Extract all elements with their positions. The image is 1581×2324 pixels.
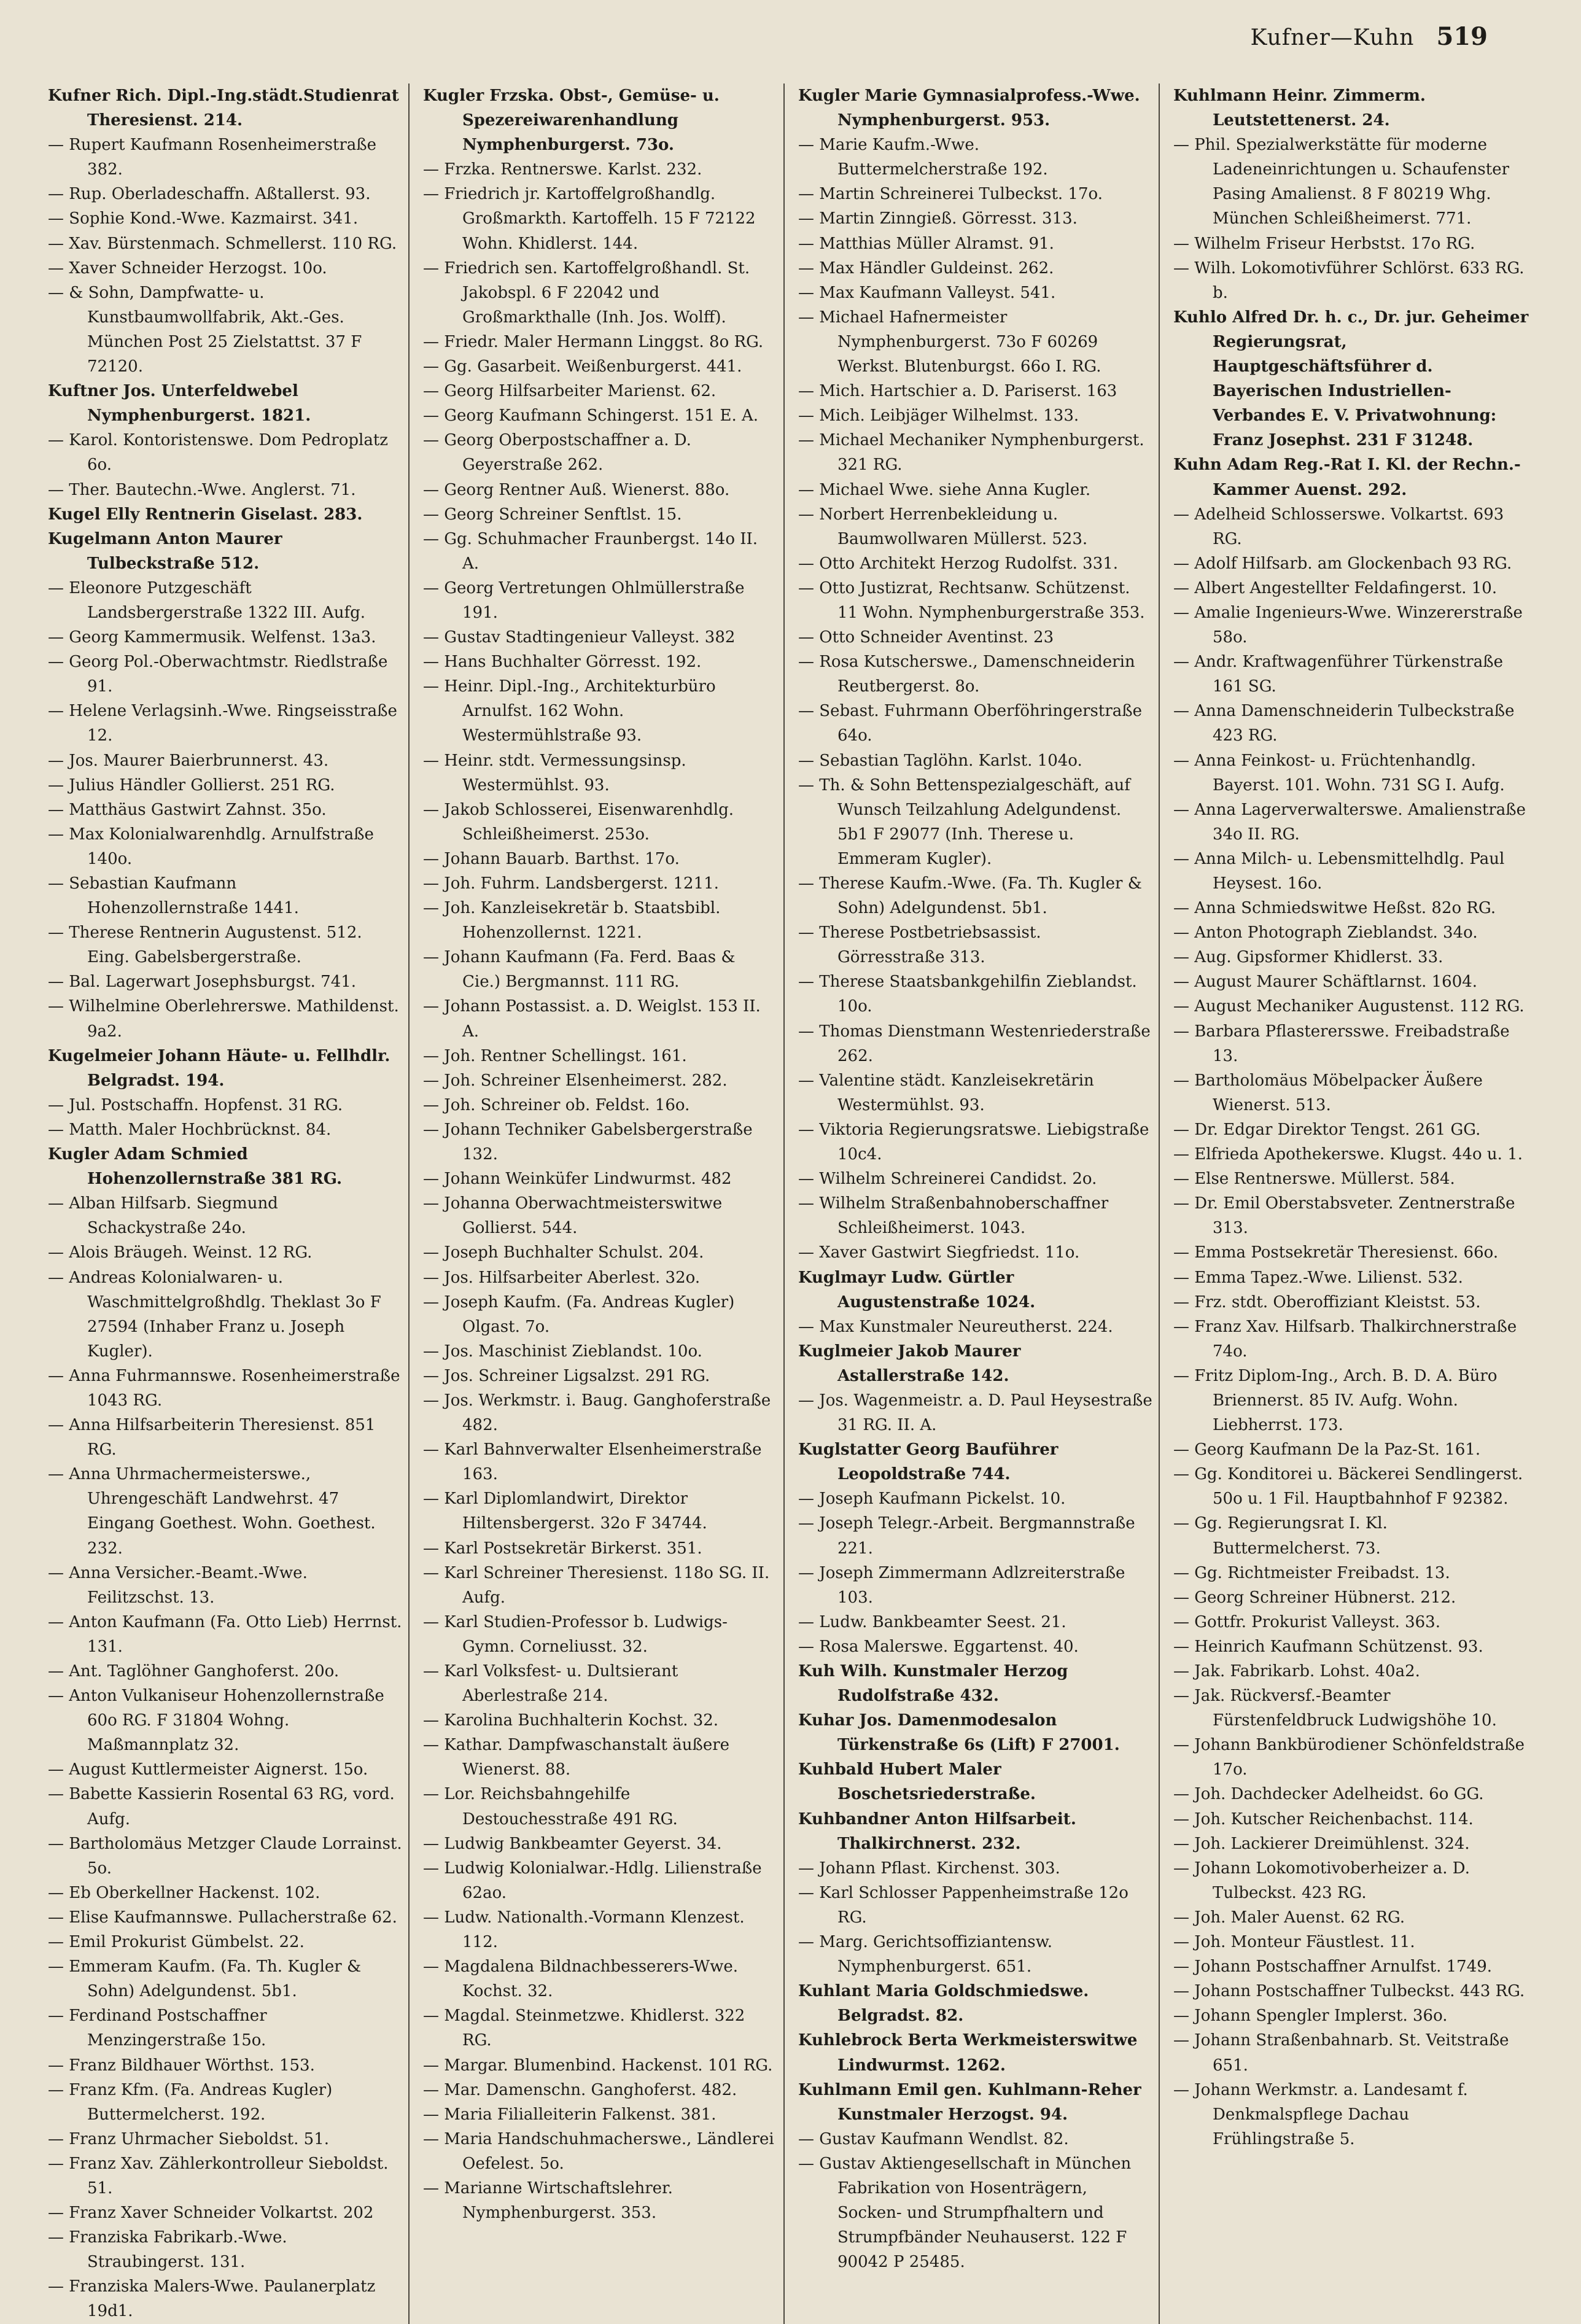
directory-entry: — Emma Postsekretär Theresienst. 66o.	[1173, 1243, 1499, 1262]
directory-entry: — Gottfr. Prokurist Valleyst. 363.	[1173, 1612, 1440, 1631]
directory-entry: — Rup. Oberladeschaffn. Aßtallerst. 93.	[48, 185, 371, 204]
column-4	[1168, 84, 1535, 2324]
directory-entry: — Jos. Wagenmeistr. a. D. Paul Heysestraße 31 RG. II. A.	[798, 1391, 1152, 1435]
directory-entry: — Therese Rentnerin Augustenst. 512. Eing. Gabelsbergerstraße.	[48, 923, 362, 967]
directory-entry: — Mich. Hartschier a. D. Pariserst. 163	[798, 382, 1117, 401]
directory-entry: — Viktoria Regierungsratswe. Liebigstraße 10c4.	[798, 1120, 1149, 1164]
directory-entry: — Emma Tapez.-Wwe. Lilienst. 532.	[1173, 1268, 1463, 1287]
directory-entry: Kuhlmann Heinr. Zimmerm. Leutstettenerst. 24.	[1173, 87, 1426, 130]
directory-entry: — Anna Uhrmachermeisterswe., Uhrengeschäft Landwehrst. 47 Eingang Goethest. Wohn. Goethest. 232.	[48, 1465, 376, 1558]
directory-entry: Kuglmayr Ludw. Gürtler Augustenstraße 1024.	[798, 1268, 1036, 1312]
directory-entry: — Joh. Schreiner ob. Feldst. 16o.	[423, 1095, 690, 1114]
directory-entry: — Franziska Malers-Wwe. Paulanerplatz 19d1.	[48, 2277, 376, 2321]
directory-entry: — Gustav Stadtingenieur Valleyst. 382	[423, 628, 736, 647]
directory-entry: — Johann Pflast. Kirchenst. 303.	[798, 1859, 1060, 1878]
page-header	[1251, 22, 1488, 59]
directory-entry: — Joseph Buchhalter Schulst. 204.	[423, 1243, 704, 1262]
directory-entry: — Dr. Emil Oberstabsveter. Zentnerstraße 313.	[1173, 1194, 1515, 1238]
directory-entry: — Amalie Ingenieurs-Wwe. Winzererstraße 58o.	[1173, 603, 1523, 647]
directory-entry: — Johann Werkmstr. a. Landesamt f. Denkmalspflege Dachau Frühlingstraße 5.	[1173, 2080, 1468, 2148]
directory-entry: — Phil. Spezialwerkstätte für moderne Ladeneinrichtungen u. Schaufenster Pasing Amalienst. 8 F 80219 Whg. München Schleißheimerst. 771.	[1173, 136, 1510, 228]
directory-entry: Kuhlebrock Berta Werkmeisterswitwe Lindwurmst. 1262.	[798, 2031, 1138, 2075]
directory-entry: — Otto Justizrat, Rechtsanw. Schützenst. 11 Wohn. Nymphenburgerstraße 353.	[798, 578, 1145, 622]
directory-entry: Kugelmann Anton Maurer Tulbeckstraße 512.	[48, 529, 282, 573]
directory-entry: — Joseph Kaufmann Pickelst. 10.	[798, 1490, 1066, 1509]
directory-entry: — Heinr. Dipl.-Ing., Architekturbüro Arnulfst. 162 Wohn. Westermühlstraße 93.	[423, 677, 716, 745]
directory-entry: — Maria Filialleiterin Falkenst. 381.	[423, 2105, 717, 2124]
directory-entry: — Bartholomäus Möbelpacker Äußere Wienerst. 513.	[1173, 1071, 1483, 1114]
directory-entry: — Mich. Leibjäger Wilhelmst. 133.	[798, 406, 1079, 426]
directory-entry: — Wilh. Lokomotivführer Schlörst. 633 RG. b.	[1173, 258, 1525, 302]
directory-entry: — Karl Schlosser Pappenheimstraße 12o RG.	[798, 1883, 1128, 1927]
directory-entry: — Eleonore Putzgeschäft Landsbergerstraße 1322 III. Aufg.	[48, 578, 365, 622]
directory-entry: — Joh. Rentner Schellingst. 161.	[423, 1046, 687, 1065]
directory-entry: — Jul. Postschaffn. Hopfenst. 31 RG.	[48, 1095, 343, 1114]
directory-entry: — Johann Postschaffner Arnulfst. 1749.	[1173, 1957, 1493, 1976]
directory-entry: — Gg. Gasarbeit. Weißenburgerst. 441.	[423, 357, 742, 376]
directory-entry: Kugler Marie Gymnasialprofess.-Wwe. Nymphenburgerst. 953.	[798, 87, 1140, 130]
directory-entry: — Joh. Kanzleisekretär b. Staatsbibl. Hohenzollernst. 1221.	[423, 899, 721, 942]
directory-entry: — Johann Weinküfer Lindwurmst. 482	[423, 1170, 732, 1189]
directory-entry: — Anton Photograph Zieblandst. 34o.	[1173, 923, 1478, 942]
directory-entry: — Anna Damenschneiderin Tulbeckstraße 423 RG.	[1173, 702, 1515, 745]
directory-entry: — Matthias Müller Alramst. 91.	[798, 234, 1054, 253]
directory-entry: — Matth. Maler Hochbrücknst. 84.	[48, 1120, 332, 1139]
directory-entry: — Alban Hilfsarb. Siegmund Schackystraße 24o.	[48, 1194, 278, 1238]
directory-entry: — Rupert Kaufmann Rosenheimerstraße 382.	[48, 136, 377, 179]
directory-entry: — Georg Hilfsarbeiter Marienst. 62.	[423, 382, 717, 401]
directory-entry: — Aug. Gipsformer Khidlerst. 33.	[1173, 948, 1443, 967]
directory-entry: — Jos. Hilfsarbeiter Aberlest. 32o.	[423, 1268, 701, 1287]
directory-entry: — Norbert Herrenbekleidung u. Baumwollwaren Müllerst. 523.	[798, 505, 1088, 548]
directory-entry: — Anna Milch- u. Lebensmittelhdlg. Paul Heysest. 16o.	[1173, 849, 1505, 893]
directory-entry: — Joseph Zimmermann Adlzreiterstraße 103.	[798, 1563, 1125, 1607]
directory-entry: — Anna Schmiedswitwe Heßst. 82o RG.	[1173, 899, 1496, 918]
directory-entry: — Johann Postassist. a. D. Weiglst. 153 II. A.	[423, 997, 761, 1041]
directory-entry: — Max Kolonialwarenhdlg. Arnulfstraße 140o.	[48, 825, 374, 868]
directory-entry: — Bartholomäus Metzger Claude Lorrainst. 5o.	[48, 1834, 402, 1878]
directory-entry: — Martin Schreinerei Tulbeckst. 17o.	[798, 185, 1103, 204]
directory-entry: — Xaver Schneider Herzogst. 10o.	[48, 258, 327, 278]
running-head: Kufner—Kuhn	[1250, 25, 1415, 50]
directory-entry: — Sebastian Kaufmann Hohenzollernstraße 1441.	[48, 874, 299, 918]
directory-entry: — Adelheid Schlosserswe. Volkartst. 693 RG.	[1173, 505, 1504, 548]
directory-entry: — Johann Techniker Gabelsbergerstraße 132.	[423, 1120, 753, 1164]
directory-entry: — Maria Handschuhmacherswe., Ländlerei Oefelest. 5o.	[423, 2129, 774, 2173]
directory-entry: — Ther. Bautechn.-Wwe. Anglerst. 71.	[48, 480, 356, 499]
directory-entry: — Gustav Kaufmann Wendlst. 82.	[798, 2129, 1069, 2148]
directory-entry: — Joh. Lackierer Dreimühlenst. 324.	[1173, 1834, 1470, 1853]
directory-entry: — Karl Volksfest- u. Dultsierant Aberlestraße 214.	[423, 1662, 678, 1706]
directory-entry: — Jos. Schreiner Ligsalzst. 291 RG.	[423, 1366, 710, 1385]
directory-entry: — Gg. Schuhmacher Fraunbergst. 14o II. A.	[423, 529, 758, 573]
directory-entry: Kufner Rich. Dipl.-Ing.städt.Studienrat Theresienst. 214.	[48, 87, 399, 130]
directory-entry: — Georg Kammermusik. Welfenst. 13a3.	[48, 628, 376, 647]
directory-entry: — Frzka. Rentnerswe. Karlst. 232.	[423, 160, 702, 179]
directory-entry: — Anton Kaufmann (Fa. Otto Lieb) Herrnst. 131.	[48, 1612, 402, 1656]
directory-entry: — Elfrieda Apothekerswe. Klugst. 44o u. 1.	[1173, 1145, 1523, 1164]
directory-entry: Kuhbald Hubert Maler Boschetsriederstraße.	[798, 1760, 1036, 1804]
directory-entry: — Eb Oberkellner Hackenst. 102.	[48, 1883, 320, 1902]
directory-entry: — Michael Mechaniker Nymphenburgerst. 321 RG.	[798, 431, 1144, 475]
directory-entry: Kuhlmann Emil gen. Kuhlmann-Reher Kunstmaler Herzogst. 94.	[798, 2080, 1141, 2124]
directory-entry: — Anna Versicher.-Beamt.-Wwe. Feilitzschst. 13.	[48, 1563, 308, 1607]
directory-entry: Kuglmeier Jakob Maurer Astallerstraße 142.	[798, 1342, 1021, 1385]
directory-entry: — Hans Buchhalter Görresst. 192.	[423, 653, 702, 672]
directory-entry: — Johann Spengler Implerst. 36o.	[1173, 2007, 1448, 2026]
directory-entry: — Karl Diplomlandwirt, Direktor Hiltensbergerst. 32o F 34744.	[423, 1490, 707, 1533]
directory-entry: — Magdal. Steinmetzwe. Khidlerst. 322 RG.	[423, 2007, 745, 2050]
directory-entry: — Anna Fuhrmannswe. Rosenheimerstraße 1043 RG.	[48, 1366, 400, 1410]
directory-entry: — Franz Uhrmacher Sieboldst. 51.	[48, 2129, 330, 2148]
directory-entry: — Margar. Blumenbind. Hackenst. 101 RG.	[423, 2056, 773, 2075]
directory-entry: — Rosa Kutscherswe., Damenschneiderin Reutbergerst. 8o.	[798, 653, 1135, 696]
directory-entry: — Ferdinand Postschaffner Menzingerstraße 15o.	[48, 2007, 267, 2050]
directory-entry: — Otto Schneider Aventinst. 23	[798, 628, 1054, 647]
directory-entry: — Michael Hafnermeister Nymphenburgerst. 73o F 60269 Werkst. Blutenburgst. 66o I. RG.	[798, 308, 1101, 376]
directory-entry: Kuhbandner Anton Hilfsarbeit. Thalkirchnerst. 232.	[798, 1809, 1076, 1853]
directory-entry: — Franz Xav. Hilfsarb. Thalkirchnerstraße 74o.	[1173, 1317, 1517, 1361]
directory-entry: — Karol. Kontoristenswe. Dom Pedroplatz 6o.	[48, 431, 388, 475]
directory-entry: — Magdalena Bildnachbesserers-Wwe. Kochst. 32.	[423, 1957, 739, 2001]
directory-entry: — Franziska Fabrikarb.-Wwe. Straubingerst. 131.	[48, 2228, 287, 2272]
directory-entry: — Therese Postbetriebsassist. Görresstraße 313.	[798, 923, 1041, 967]
directory-entry: — Georg Vertretungen Ohlmüllerstraße 191.	[423, 578, 745, 622]
directory-entry: Kuglstatter Georg Bauführer Leopoldstraße 744.	[798, 1440, 1059, 1484]
directory-entry: — Albert Angestellter Feldafingerst. 10.	[1173, 578, 1497, 597]
directory-entry: — Marianne Wirtschaftslehrer. Nymphenburgerst. 353.	[423, 2178, 673, 2223]
directory-entry: Kuhn Adam Reg.-Rat I. Kl. der Rechn.-Kammer Auenst. 292.	[1173, 456, 1521, 499]
directory-entry: — Anton Vulkaniseur Hohenzollernstraße 60o RG. F 31804 Wohng. Maßmannplatz 32.	[48, 1687, 384, 1755]
directory-entry: Kugelmeier Johann Häute- u. Fellhdlr. Belgradst. 194.	[48, 1046, 390, 1090]
directory-entry: — Lor. Reichsbahngehilfe Destouchesstraße 491 RG.	[423, 1785, 678, 1828]
directory-entry: — Joh. Monteur Fäustlest. 11.	[1173, 1933, 1415, 1952]
directory-entry: — Therese Kaufm.-Wwe. (Fa. Th. Kugler & Sohn) Adelgundenst. 5b1.	[798, 874, 1142, 918]
directory-entry: — August Mechaniker Augustenst. 112 RG.	[1173, 997, 1525, 1016]
directory-entry: — Karl Studien-Professor b. Ludwigs-Gymn. Corneliusst. 32.	[423, 1612, 728, 1656]
directory-entry: — Rosa Malerswe. Eggartenst. 40.	[798, 1637, 1079, 1656]
directory-entry: — Jak. Rückversf.-Beamter Fürstenfeldbruck Ludwigshöhe 10.	[1173, 1687, 1497, 1730]
directory-entry: — Sebast. Fuhrmann Oberföhringerstraße 64o.	[798, 702, 1143, 745]
directory-entry: — Ludwig Bankbeamter Geyerst. 34.	[423, 1834, 722, 1853]
directory-entry: — Else Rentnerswe. Müllerst. 584.	[1173, 1170, 1455, 1189]
directory-entry: — Heinr. stdt. Vermessungsinsp. Westermühlst. 93.	[423, 751, 686, 795]
directory-entry: Kugel Elly Rentnerin Giselast. 283.	[48, 505, 363, 524]
directory-entry: — Franz Xaver Schneider Volkartst. 202	[48, 2204, 374, 2223]
directory-entry: — Max Händler Guldeinst. 262.	[798, 258, 1054, 278]
directory-entry: — Karl Bahnverwalter Elsenheimerstraße 163.	[423, 1440, 762, 1484]
column-3	[793, 84, 1160, 2324]
directory-entry: — August Maurer Schäftlarnst. 1604.	[1173, 973, 1478, 992]
directory-entry: — Michael Wwe. siehe Anna Kugler.	[798, 480, 1091, 499]
directory-entry: — Jos. Maurer Baierbrunnerst. 43.	[48, 751, 329, 770]
directory-entry: — Jakob Schlosserei, Eisenwarenhdlg. Schleißheimerst. 253o.	[423, 800, 734, 844]
directory-entry: — Joseph Telegr.-Arbeit. Bergmannstraße 221.	[798, 1514, 1135, 1558]
directory-entry: — Xaver Gastwirt Siegfriedst. 11o.	[798, 1243, 1080, 1262]
directory-entry: — Georg Kaufmann De la Paz-St. 161.	[1173, 1440, 1481, 1459]
directory-entry: — Babette Kassierin Rosental 63 RG, vord. Aufg.	[48, 1785, 395, 1828]
directory-entry: — August Kuttlermeister Aignerst. 15o.	[48, 1760, 368, 1779]
directory-entry: — Ant. Taglöhner Ganghoferst. 20o.	[48, 1662, 340, 1681]
directory-entry: — Sebastian Taglöhn. Karlst. 104o.	[798, 751, 1082, 770]
directory-entry: — & Sohn, Dampfwatte- u. Kunstbaumwollfabrik, Akt.-Ges. München Post 25 Zielstattst. 37 F 72120.	[48, 283, 362, 376]
directory-entry: — Johann Straßenbahnarb. St. Veitstraße 651.	[1173, 2031, 1509, 2075]
directory-entry: — Helene Verlagsinh.-Wwe. Ringseisstraße 12.	[48, 702, 397, 745]
directory-entry: Kuhlo Alfred Dr. h. c., Dr. jur. Geheimer Regierungsrat, Hauptgeschäftsführer d. Bayerischen Industriellen-Verbandes E. V. Privatwohnung: Franz Josephst. 231 F 31248.	[1173, 308, 1529, 450]
column-2	[418, 84, 785, 2324]
directory-entry: — Friedrich sen. Kartoffelgroßhandl. St. Jakobspl. 6 F 22042 und Großmarkthalle (Inh. Jos. Wolff).	[423, 258, 750, 327]
directory-entry: — Wilhelm Schreinerei Candidst. 2o.	[798, 1170, 1097, 1189]
directory-entry: — Joseph Kaufm. (Fa. Andreas Kugler) Olgast. 7o.	[423, 1292, 735, 1336]
directory-entry: — Friedr. Maler Hermann Linggst. 8o RG.	[423, 332, 764, 351]
directory-entry: — Andr. Kraftwagenführer Türkenstraße 161 SG.	[1173, 653, 1503, 696]
directory-entry: — Joh. Schreiner Elsenheimerst. 282.	[423, 1071, 728, 1090]
directory-entry: — Sophie Kond.-Wwe. Kazmairst. 341.	[48, 209, 359, 228]
directory-entry: — Johann Kaufmann (Fa. Ferd. Baas & Cie.) Bergmannst. 111 RG.	[423, 948, 736, 992]
directory-entry: — Karl Schreiner Theresienst. 118o SG. II. Aufg.	[423, 1563, 770, 1607]
directory-entry: — Martin Zinngieß. Görresst. 313.	[798, 209, 1078, 228]
directory-entry: — Joh. Dachdecker Adelheidst. 6o GG.	[1173, 1785, 1484, 1804]
directory-entry: — Wilhelmine Oberlehrerswe. Mathildenst. 9a2.	[48, 997, 399, 1041]
directory-entry: Kuhlant Maria Goldschmiedswe. Belgradst. 82.	[798, 1982, 1089, 2026]
directory-entry: — Johann Postschaffner Tulbeckst. 443 RG.	[1173, 1982, 1525, 2001]
directory-entry: — Marie Kaufm.-Wwe. Buttermelcherstraße 192.	[798, 136, 1048, 179]
page-number: 519	[1436, 22, 1488, 51]
directory-entry: — Elise Kaufmannswe. Pullacherstraße 62.	[48, 1908, 397, 1927]
directory-entry: — Anna Lagerverwalterswe. Amalienstraße 34o II. RG.	[1173, 800, 1526, 844]
directory-entry: — Max Kaufmann Valleyst. 541.	[798, 283, 1056, 302]
directory-entry: — Jos. Maschinist Zieblandst. 10o.	[423, 1342, 702, 1361]
directory-entry: — Gustav Aktiengesellschaft in München Fabrikation von Hosenträgern, Socken- und Strumpfhaltern und Strumpfbänder Neuhauserst. 122 F 90042 P 25485.	[798, 2154, 1132, 2272]
directory-entry: — Jak. Fabrikarb. Lohst. 40a2.	[1173, 1662, 1420, 1681]
directory-entry: — Johann Bauarb. Barthst. 17o.	[423, 849, 680, 868]
directory-entry: — Ludw. Nationalth.-Vormann Klenzest. 112.	[423, 1908, 745, 1952]
directory-entry: — Emil Prokurist Gümbelst. 22.	[48, 1933, 305, 1952]
directory-entry: — Joh. Kutscher Reichenbachst. 114.	[1173, 1809, 1474, 1828]
directory-columns	[43, 84, 1535, 2321]
directory-entry: — Franz Xav. Zählerkontrolleur Sieboldst. 51.	[48, 2154, 389, 2198]
directory-entry: — Gg. Richtmeister Freibadst. 13.	[1173, 1563, 1450, 1582]
directory-entry: — Johann Lokomotivoberheizer a. D. Tulbeckst. 423 RG.	[1173, 1859, 1470, 1902]
directory-entry: — Anna Feinkost- u. Früchtenhandlg. Bayerst. 101. Wohn. 731 SG I. Aufg.	[1173, 751, 1505, 795]
directory-entry: — Therese Staatsbankgehilfin Zieblandst. 10o.	[798, 973, 1137, 1016]
directory-entry: — Jos. Werkmstr. i. Baug. Ganghoferstraße 482.	[423, 1391, 771, 1435]
directory-entry: — Gg. Konditorei u. Bäckerei Sendlingerst. 50o u. 1 Fil. Hauptbahnhof F 92382.	[1173, 1465, 1523, 1509]
directory-entry: — Thomas Dienstmann Westenriederstraße 262.	[798, 1022, 1151, 1065]
directory-entry: — Johanna Oberwachtmeisterswitwe Gollierst. 544.	[423, 1194, 723, 1238]
directory-entry: — Anna Hilfsarbeiterin Theresienst. 851 RG.	[48, 1416, 376, 1459]
directory-entry: — Valentine städt. Kanzleisekretärin Westermühlst. 93.	[798, 1071, 1094, 1114]
directory-entry: Kuhar Jos. Damenmodesalon Türkenstraße 6s (Lift) F 27001.	[798, 1711, 1120, 1755]
directory-entry: — Dr. Edgar Direktor Tengst. 261 GG.	[1173, 1120, 1481, 1139]
directory-entry: — Franz Bildhauer Wörthst. 153.	[48, 2056, 315, 2075]
directory-entry: — Ludwig Kolonialwar.-Hdlg. Lilienstraße 62ao.	[423, 1859, 762, 1902]
directory-entry: — Georg Schreiner Senftlst. 15.	[423, 505, 682, 524]
directory-entry: — Joh. Maler Auenst. 62 RG.	[1173, 1908, 1405, 1927]
directory-entry: — Th. & Sohn Bettenspezialgeschäft, auf Wunsch Teilzahlung Adelgundenst. 5b1 F 29077 (Inh. Therese u. Emmeram Kugler).	[798, 775, 1130, 868]
directory-entry: Kugler Adam Schmied Hohenzollernstraße 381 RG.	[48, 1145, 343, 1189]
directory-entry: — Adolf Hilfsarb. am Glockenbach 93 RG.	[1173, 554, 1512, 573]
directory-entry: — Heinrich Kaufmann Schützenst. 93.	[1173, 1637, 1483, 1656]
directory-entry: — Ludw. Bankbeamter Seest. 21.	[798, 1612, 1066, 1631]
directory-entry: — Fritz Diplom-Ing., Arch. B. D. A. Büro Briennerst. 85 IV. Aufg. Wohn. Liebherrst. 173.	[1173, 1366, 1497, 1435]
directory-entry: — Georg Rentner Auß. Wienerst. 88o.	[423, 480, 730, 499]
directory-entry: — Andreas Kolonialwaren- u. Waschmittelgroßhdlg. Theklast 3o F 27594 (Inhaber Franz u. Joseph Kugler).	[48, 1268, 381, 1361]
directory-entry: — Marg. Gerichtsoffiziantensw. Nymphenburgerst. 651.	[798, 1933, 1053, 1976]
directory-entry: — Gg. Regierungsrat I. Kl. Buttermelcherst. 73.	[1173, 1514, 1388, 1558]
directory-entry: Kuh Wilh. Kunstmaler Herzog Rudolfstraße 432.	[798, 1662, 1068, 1706]
directory-entry: — Georg Kaufmann Schingerst. 151 E. A.	[423, 406, 759, 426]
directory-entry: — Wilhelm Friseur Herbstst. 17o RG.	[1173, 234, 1475, 253]
directory-entry: — Julius Händler Gollierst. 251 RG.	[48, 775, 335, 795]
directory-entry: Kuftner Jos. Unterfeldwebel Nymphenburgerst. 1821.	[48, 382, 311, 426]
directory-entry: — Frz. stdt. Oberoffiziant Kleistst. 53.	[1173, 1292, 1481, 1312]
directory-entry: — Max Kunstmaler Neureutherst. 224.	[798, 1317, 1113, 1336]
directory-entry: — Barbara Pflasterersswe. Freibadstraße 13.	[1173, 1022, 1510, 1065]
directory-entry: — Georg Oberpostschaffner a. D. Geyerstraße 262.	[423, 431, 691, 475]
directory-entry: — Kathar. Dampfwaschanstalt äußere Wienerst. 88.	[423, 1736, 730, 1779]
column-1	[43, 84, 410, 2324]
directory-entry: — Matthäus Gastwirt Zahnst. 35o.	[48, 800, 327, 819]
directory-entry: — Otto Architekt Herzog Rudolfst. 331.	[798, 554, 1119, 573]
directory-entry: — Georg Schreiner Hübnerst. 212.	[1173, 1588, 1456, 1607]
directory-entry: — Joh. Fuhrm. Landsbergerst. 1211.	[423, 874, 719, 893]
directory-entry: — Emmeram Kaufm. (Fa. Th. Kugler & Sohn) Adelgundenst. 5b1.	[48, 1957, 362, 2001]
directory-entry: — Alois Bräugeh. Weinst. 12 RG.	[48, 1243, 313, 1262]
directory-entry: Kugler Frzska. Obst-, Gemüse- u. Spezereiwarenhandlung Nymphenburgerst. 73o.	[423, 87, 720, 155]
directory-entry: — Karolina Buchhalterin Kochst. 32.	[423, 1711, 719, 1730]
directory-entry: — Karl Postsekretär Birkerst. 351.	[423, 1539, 702, 1558]
directory-entry: — Bal. Lagerwart Josephsburgst. 741.	[48, 973, 357, 992]
directory-entry: — Franz Kfm. (Fa. Andreas Kugler) Buttermelcherst. 192.	[48, 2080, 333, 2124]
directory-entry: — Mar. Damenschn. Ganghoferst. 482.	[423, 2080, 737, 2099]
directory-entry: — Georg Pol.-Oberwachtmstr. Riedlstraße 91.	[48, 653, 388, 696]
directory-entry: — Wilhelm Straßenbahnoberschaffner Schleißheimerst. 1043.	[798, 1194, 1109, 1238]
directory-entry: — Xav. Bürstenmach. Schmellerst. 110 RG.	[48, 234, 397, 253]
directory-entry: — Friedrich jr. Kartoffelgroßhandlg. Großmarkth. Kartoffelh. 15 F 72122 Wohn. Khidlerst. 144.	[423, 185, 756, 253]
directory-entry: — Johann Bankbürodiener Schönfeldstraße 17o.	[1173, 1736, 1525, 1779]
